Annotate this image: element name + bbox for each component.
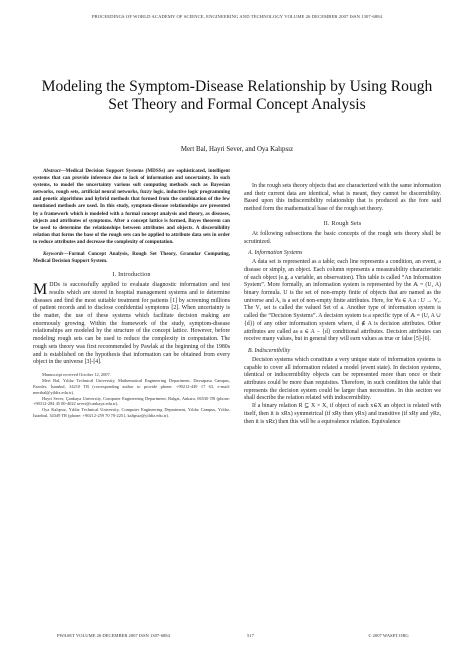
author-list: Mert Bal, Hayri Sever, and Oya Kalıpsız (180, 146, 294, 153)
information-systems-paragraph: A data set is represented as a table; each line represents a condition, an event, a disease or simply, an object. Each column represents a measurability characteristic of each object (e.g. a variable, an observation). This table is called “An Information System”. More formally, an information system is represented by the 𝔸 = (U, A) binary formula. U is the set of non-empty finite of objects that are named as the universe and A, is a set of non-empty finite attributes. Here, for ∀a ∈ A a : U → Vₐ. The Vₐ set is called the valued Set of a. Another type of information system is called the “Decision Systems”. A decision system is a specific type of 𝔸 = (U, A ∪ {d}) of any other information system where, d ∉ A is decision attributes. Other attributes are called as a ∈ A − {d} conditional attributes. Decision attributes can receive many values, but in general they will earn values as true or false [5]-[6]. (244, 259, 441, 343)
abstract (33, 168, 230, 246)
rough-set-intro-paragraph: In the rough sets theory objects that are characterized with the same information and their current data are identical, what is meant, they cannot be discernibility. Based upon this indiscernibility relationship that is produced as the fore said method form the mathematical base of the rough set theory. (244, 183, 441, 213)
right-column (244, 183, 441, 426)
subsection-heading-information-systems: A. Information Systems (248, 250, 303, 257)
footnote: Mert Bal, Yıldız Technical University, Mathematical Engineering Department, Davutpasa Campus, Esenler, İstanbul, 34210 TR (corresponding author to provide phone: +90212-449 17 63, e-mail: mertbal@yildiz.edu.tr). (33, 377, 230, 395)
paper-title: Modeling the Symptom-Disease Relationship by Using Rough Set Theory and Formal Concept Analysis (41, 78, 433, 114)
keywords-text: Formal Concept Analysis, Rough Set Theory, Granular Computing, Medical Decision Support System. (33, 251, 230, 265)
abstract-text: Medical Decision Support Systems (MDSSs) are sophisticated, intelligent systems that can provide inference due to lack of information and uncertainty. In such systems, to model the uncertainty various soft computing methods such as Bayesian networks, rough sets, artificial neural networks, fuzzy logic, inductive logic programming and genetic algorithms and hybrid methods that formed from the combination of the few mentioned methods are used. In this study, symptom-disease relationships are presented by a framework which is modeled with a formal concept analysis and theory, as diseases, objects and attributes of symptoms. After a concept lattice is formed, Bayes theorem can be used to determine the relationships between attributes and objects. A discernibility relation that forms the base of the rough sets can be applied to attribute data sets in order to reduce attributes and decrease the complexity of computation. (33, 168, 230, 245)
footer-journal: PWASET VOLUME 26 DECEMBER 2007 ISSN 1307-6884 (57, 633, 170, 638)
left-column (33, 168, 230, 419)
footnote: Hayri Sever, Çankaya University, Computer Engineering Department, Balgat, Ankara, 06530 TR (phone: +90312-284 45 00-4022 sever@cankaya.edu.tr). (33, 395, 230, 407)
abstract-lead: Abstract— (43, 168, 66, 174)
section-heading-rough-sets: II. Rough Sets (323, 220, 362, 227)
section-heading-introduction: I. Introduction (112, 272, 151, 279)
indiscernibility-paragraph: Decision systems which constitute a very unique state of information systems is capable to cover all information related a model (event state). In decision systems, identical or indiscernibility objects can be represented more than once or their attributes could be more than requisites. Therefore, in such condition the table that represents the decision system could be larger than necessities. In this section we shall describe the relation related with indiscernibility. (244, 356, 441, 402)
page-number: 517 (247, 633, 254, 638)
footer-copyright: © 2007 WASET.ORG (368, 633, 409, 638)
introduction-section (33, 272, 230, 367)
intro-paragraph: DDs is successfully applied to evaluate diagnostic information and test results which are stored in hospital management systems and to determine diseases and find the most suitable treatment for patients [1] by screening millions of patient records and to disclose confidential symptoms [2]. When uncertainty is the matter, the use of these systems which facilitate decision making are enormously growing. Within the framework of the study, symptom-disease relationships are modeled by the structure of the concept lattice. However, before modeling rough sets can be used to reduce the complexity in computation. The rough sets theory was first recommended by Pawlak at the beginning of the 1980s and is established on the hypothesis that information can be obtained from every object in the universe [3]-[4]. (33, 282, 230, 366)
subsection-heading-indiscernibility: B. Indiscernibility (248, 347, 291, 354)
rough-sets-paragraph: At following subsections the basic concepts of the rough sets theory shall be scrutinized. (244, 230, 441, 245)
footnotes (33, 372, 230, 419)
footnote: Manuscript received October 12, 2007. (42, 371, 111, 377)
keywords (33, 251, 230, 265)
drop-cap: M (33, 281, 48, 299)
footnote: Oya Kalıpsız, Yıldız Technical University, Computer Engineering Department, Yıldız Campus, Yıldız, İstanbul, 34349 TR (phone: +90212-259 70 70-2251, kalipsiz@yildiz.edu.tr). (33, 407, 230, 419)
keywords-lead: Keywords— (43, 251, 69, 258)
running-header: PROCEEDINGS OF WORLD ACADEMY OF SCIENCE, ENGINEERING AND TECHNOLOGY VOLUME 26 DECEMBER 2007 ISSN 1307-6884 (91, 14, 383, 19)
indiscernibility-paragraph: If a binary relation R ⊆ X × X, if object of each x∈X an object is related with itself, then it is xRx) symmetrical (if xRy then yRx) and transitive (if xRy and yRz, then it is xRz) then this will be a equivalence relation. Equivalence (244, 403, 441, 425)
